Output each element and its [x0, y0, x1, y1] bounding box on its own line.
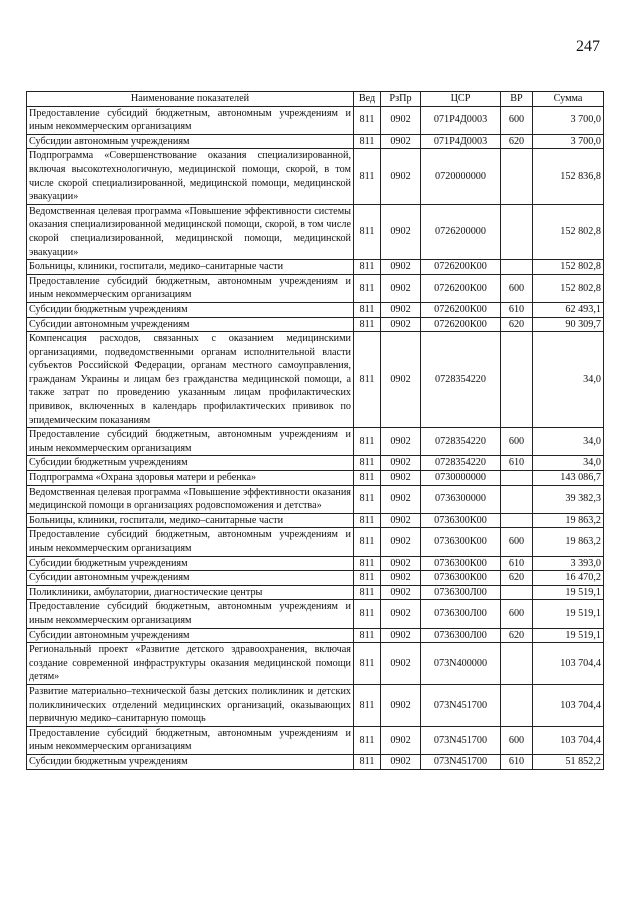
cell-vr [501, 643, 533, 685]
cell-name: Предоставление субсидий бюджетным, автономным учреждениям и иным некоммерческим организациям [27, 726, 354, 754]
cell-rzpr: 0902 [381, 274, 421, 302]
cell-csr: 0726200000 [421, 204, 501, 259]
cell-rzpr: 0902 [381, 485, 421, 513]
cell-ved: 811 [354, 106, 381, 134]
cell-ved: 811 [354, 260, 381, 275]
cell-vr: 600 [501, 428, 533, 456]
cell-rzpr: 0902 [381, 149, 421, 204]
table-row [27, 643, 604, 685]
cell-vr [501, 149, 533, 204]
cell-ved: 811 [354, 528, 381, 556]
cell-csr: 0736300К00 [421, 556, 501, 571]
cell-csr: 0728354220 [421, 428, 501, 456]
table-row [27, 585, 604, 600]
cell-csr: 0720000000 [421, 149, 501, 204]
cell-name: Региональный проект «Развитие детского здравоохранения, включая создание современной инфраструктуры оказания медицинской помощи детям» [27, 643, 354, 685]
cell-ved: 811 [354, 485, 381, 513]
cell-name: Субсидии автономным учреждениям [27, 317, 354, 332]
table-header-row [27, 92, 604, 107]
cell-name: Субсидии бюджетным учреждениям [27, 754, 354, 769]
cell-csr: 071Р4Д0003 [421, 106, 501, 134]
cell-name: Субсидии бюджетным учреждениям [27, 456, 354, 471]
cell-vr [501, 585, 533, 600]
cell-sum: 3 700,0 [533, 106, 604, 134]
cell-rzpr: 0902 [381, 106, 421, 134]
cell-sum: 152 836,8 [533, 149, 604, 204]
cell-csr: 0726200К00 [421, 317, 501, 332]
cell-sum: 3 700,0 [533, 134, 604, 149]
table-row [27, 513, 604, 528]
table-row [27, 134, 604, 149]
cell-vr: 610 [501, 456, 533, 471]
table-row [27, 274, 604, 302]
table-row [27, 428, 604, 456]
cell-vr: 600 [501, 528, 533, 556]
cell-name: Субсидии автономным учреждениям [27, 571, 354, 586]
cell-csr: 0736300Л00 [421, 628, 501, 643]
cell-csr: 0736300Л00 [421, 600, 501, 628]
cell-csr: 071Р4Д0003 [421, 134, 501, 149]
cell-sum: 3 393,0 [533, 556, 604, 571]
cell-ved: 811 [354, 456, 381, 471]
cell-rzpr: 0902 [381, 471, 421, 486]
cell-ved: 811 [354, 556, 381, 571]
cell-sum: 34,0 [533, 428, 604, 456]
cell-rzpr: 0902 [381, 726, 421, 754]
cell-name: Субсидии бюджетным учреждениям [27, 302, 354, 317]
table-row [27, 471, 604, 486]
cell-vr: 610 [501, 302, 533, 317]
table-row [27, 456, 604, 471]
cell-vr [501, 684, 533, 726]
cell-rzpr: 0902 [381, 428, 421, 456]
header-rzpr: РзПр [381, 92, 421, 107]
cell-csr: 0726200К00 [421, 260, 501, 275]
cell-rzpr: 0902 [381, 513, 421, 528]
cell-sum: 19 519,1 [533, 585, 604, 600]
cell-vr: 610 [501, 556, 533, 571]
header-name: Наименование показателей [27, 92, 354, 107]
cell-csr: 0736300К00 [421, 571, 501, 586]
cell-csr: 073N451700 [421, 754, 501, 769]
cell-sum: 103 704,4 [533, 643, 604, 685]
cell-vr [501, 332, 533, 428]
cell-ved: 811 [354, 149, 381, 204]
cell-csr: 073N451700 [421, 726, 501, 754]
cell-rzpr: 0902 [381, 260, 421, 275]
cell-sum: 34,0 [533, 456, 604, 471]
cell-name: Ведомственная целевая программа «Повышение эффективности оказания медицинской помощи в организациях родовспоможения и детства» [27, 485, 354, 513]
cell-sum: 39 382,3 [533, 485, 604, 513]
cell-ved: 811 [354, 134, 381, 149]
cell-ved: 811 [354, 428, 381, 456]
cell-sum: 152 802,8 [533, 260, 604, 275]
cell-csr: 0736300Л00 [421, 585, 501, 600]
cell-ved: 811 [354, 600, 381, 628]
cell-ved: 811 [354, 513, 381, 528]
cell-vr [501, 513, 533, 528]
cell-name: Предоставление субсидий бюджетным, автономным учреждениям и иным некоммерческим организациям [27, 274, 354, 302]
cell-csr: 0726200К00 [421, 274, 501, 302]
cell-vr: 600 [501, 274, 533, 302]
table-row [27, 260, 604, 275]
cell-ved: 811 [354, 726, 381, 754]
cell-name: Субсидии автономным учреждениям [27, 134, 354, 149]
cell-ved: 811 [354, 274, 381, 302]
cell-vr: 600 [501, 726, 533, 754]
table-row [27, 726, 604, 754]
cell-vr [501, 204, 533, 259]
cell-vr: 600 [501, 600, 533, 628]
page-number: 247 [576, 38, 600, 55]
cell-rzpr: 0902 [381, 754, 421, 769]
table-row [27, 485, 604, 513]
cell-csr: 0730000000 [421, 471, 501, 486]
cell-rzpr: 0902 [381, 556, 421, 571]
header-csr: ЦСР [421, 92, 501, 107]
cell-sum: 34,0 [533, 332, 604, 428]
table-row [27, 754, 604, 769]
cell-name: Развитие материально–технической базы детских поликлиник и детских поликлинических отделений медицинских организаций, оказывающих первичную медико–санитарную помощь [27, 684, 354, 726]
cell-name: Компенсация расходов, связанных с оказанием медицинскими организациями, подведомственными органам исполнительной власти субъектов Российской Федерации, органам местного самоуправления, гражданам Украины и лицам без гражданства медицинской помощи, а также затрат по проведению указанным лицам профилактических прививок, включенных в календарь профилактических прививок по эпидемическим показаниям [27, 332, 354, 428]
cell-vr [501, 485, 533, 513]
header-vr: ВР [501, 92, 533, 107]
cell-name: Предоставление субсидий бюджетным, автономным учреждениям и иным некоммерческим организациям [27, 600, 354, 628]
cell-ved: 811 [354, 204, 381, 259]
cell-sum: 103 704,4 [533, 684, 604, 726]
cell-rzpr: 0902 [381, 571, 421, 586]
cell-name: Больницы, клиники, госпитали, медико–санитарные части [27, 260, 354, 275]
cell-vr: 620 [501, 628, 533, 643]
cell-vr: 610 [501, 754, 533, 769]
cell-rzpr: 0902 [381, 684, 421, 726]
cell-csr: 0728354220 [421, 456, 501, 471]
cell-rzpr: 0902 [381, 456, 421, 471]
table-row [27, 302, 604, 317]
cell-name: Ведомственная целевая программа «Повышение эффективности системы оказания специализированной медицинской помощи, скорой, в том числе скорой специализированной, медицинской помощи, медицинской эвакуации» [27, 204, 354, 259]
table-row [27, 332, 604, 428]
cell-sum: 19 519,1 [533, 628, 604, 643]
cell-rzpr: 0902 [381, 332, 421, 428]
cell-sum: 152 802,8 [533, 274, 604, 302]
cell-vr [501, 471, 533, 486]
cell-rzpr: 0902 [381, 302, 421, 317]
cell-csr: 0736300К00 [421, 513, 501, 528]
cell-ved: 811 [354, 754, 381, 769]
table-row [27, 528, 604, 556]
table-row [27, 628, 604, 643]
cell-rzpr: 0902 [381, 643, 421, 685]
cell-name: Субсидии автономным учреждениям [27, 628, 354, 643]
cell-sum: 51 852,2 [533, 754, 604, 769]
cell-sum: 19 519,1 [533, 600, 604, 628]
cell-ved: 811 [354, 471, 381, 486]
cell-sum: 152 802,8 [533, 204, 604, 259]
cell-sum: 143 086,7 [533, 471, 604, 486]
cell-name: Предоставление субсидий бюджетным, автономным учреждениям и иным некоммерческим организациям [27, 528, 354, 556]
cell-name: Подпрограмма «Совершенствование оказания специализированной, включая высокотехнологичную, медицинской помощи, скорой, в том числе скорой специализированной, медицинской помощи, медицинской эвакуации» [27, 149, 354, 204]
table-row [27, 600, 604, 628]
cell-csr: 0736300000 [421, 485, 501, 513]
cell-sum: 103 704,4 [533, 726, 604, 754]
cell-vr: 620 [501, 317, 533, 332]
cell-rzpr: 0902 [381, 628, 421, 643]
header-sum: Сумма [533, 92, 604, 107]
cell-csr: 0728354220 [421, 332, 501, 428]
table-row [27, 106, 604, 134]
cell-name: Поликлиники, амбулатории, диагностические центры [27, 585, 354, 600]
cell-sum: 90 309,7 [533, 317, 604, 332]
table-row [27, 317, 604, 332]
cell-name: Больницы, клиники, госпитали, медико–санитарные части [27, 513, 354, 528]
table-row [27, 149, 604, 204]
table-row [27, 556, 604, 571]
cell-sum: 62 493,1 [533, 302, 604, 317]
cell-ved: 811 [354, 643, 381, 685]
cell-rzpr: 0902 [381, 134, 421, 149]
cell-ved: 811 [354, 317, 381, 332]
table-row [27, 204, 604, 259]
cell-vr: 620 [501, 571, 533, 586]
cell-sum: 19 863,2 [533, 513, 604, 528]
cell-rzpr: 0902 [381, 528, 421, 556]
cell-name: Предоставление субсидий бюджетным, автономным учреждениям и иным некоммерческим организациям [27, 428, 354, 456]
cell-vr [501, 260, 533, 275]
cell-rzpr: 0902 [381, 600, 421, 628]
cell-rzpr: 0902 [381, 317, 421, 332]
header-ved: Вед [354, 92, 381, 107]
cell-rzpr: 0902 [381, 585, 421, 600]
cell-sum: 16 470,2 [533, 571, 604, 586]
cell-vr: 600 [501, 106, 533, 134]
cell-name: Предоставление субсидий бюджетным, автономным учреждениям и иным некоммерческим организациям [27, 106, 354, 134]
cell-ved: 811 [354, 684, 381, 726]
cell-csr: 073N451700 [421, 684, 501, 726]
cell-ved: 811 [354, 628, 381, 643]
cell-rzpr: 0902 [381, 204, 421, 259]
cell-csr: 073N400000 [421, 643, 501, 685]
table-row [27, 684, 604, 726]
cell-name: Подпрограмма «Охрана здоровья матери и ребенка» [27, 471, 354, 486]
cell-vr: 620 [501, 134, 533, 149]
cell-ved: 811 [354, 302, 381, 317]
cell-ved: 811 [354, 585, 381, 600]
cell-csr: 0726200К00 [421, 302, 501, 317]
budget-table [26, 91, 604, 770]
table-row [27, 571, 604, 586]
cell-csr: 0736300К00 [421, 528, 501, 556]
cell-sum: 19 863,2 [533, 528, 604, 556]
cell-name: Субсидии бюджетным учреждениям [27, 556, 354, 571]
cell-ved: 811 [354, 571, 381, 586]
cell-ved: 811 [354, 332, 381, 428]
